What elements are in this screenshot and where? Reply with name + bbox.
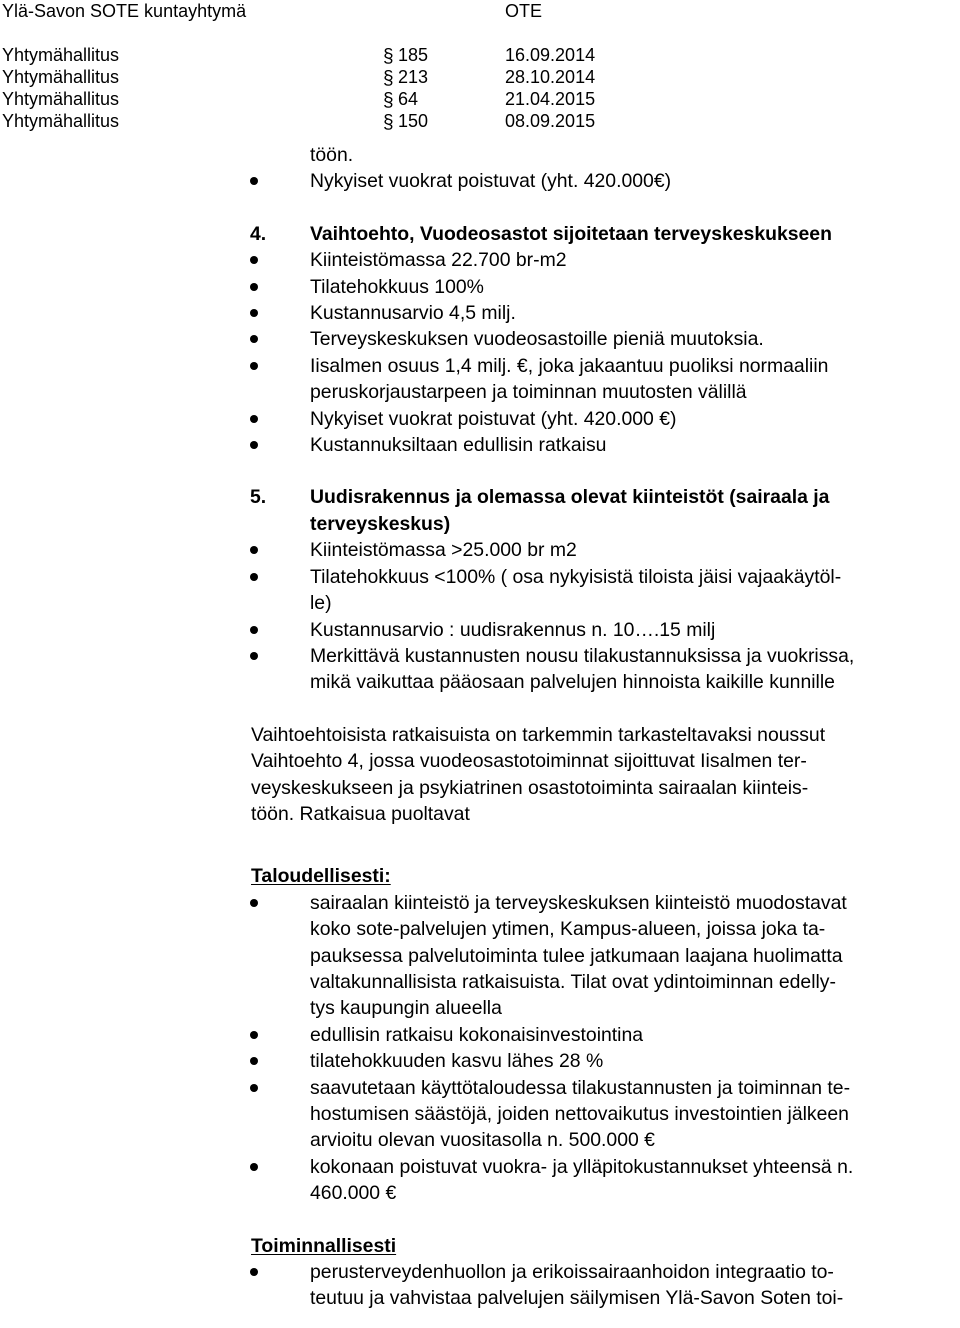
continuation-line: töön. <box>310 144 354 166</box>
list-item: Nykyiset vuokrat poistuvat (yht. 420.000€) <box>0 168 960 194</box>
option-number: 4. <box>250 222 267 245</box>
list-item: Terveyskeskuksen vuodeosastoille pieniä muutoksia. <box>0 326 960 352</box>
meeting-row <box>0 66 700 88</box>
list-item: Tilatehokkuus <100% ( osa nykyisistä tiloista jäisi vajaakäytöl- <box>0 564 960 590</box>
list-item: perusterveydenhuollon ja erikoissairaanhoidon integraatio to- <box>0 1259 960 1285</box>
meeting-body: Yhtymähallitus <box>2 89 120 109</box>
option-4-heading <box>0 221 960 247</box>
option-number: 5. <box>250 486 267 509</box>
list-item-continuation: pauksessa palvelutoiminta tulee jatkumaan laajana huolimatta <box>310 944 843 967</box>
summary-line: töön. Ratkaisua puoltavat <box>251 802 470 825</box>
list-item-continuation: 460.000 € <box>310 1182 397 1205</box>
list-item-continuation: hostumisen säästöjä, joiden nettovaikutus investointien jälkeen <box>310 1103 849 1125</box>
list-item-continuation: teutuu ja vahvistaa palvelujen säilymisen Ylä-Savon Soten toi- <box>310 1287 844 1310</box>
list-item-continuation: tys kaupungin alueella <box>310 997 502 1020</box>
list-item: Iisalmen osuus 1,4 milj. €, joka jakaantuu puoliksi normaaliin <box>0 353 960 379</box>
meeting-body: Yhtymähallitus <box>2 67 120 87</box>
list-item: Tilatehokkuus 100% <box>0 274 960 300</box>
meeting-row <box>0 88 700 110</box>
meeting-body: Yhtymähallitus <box>2 45 120 65</box>
list-item: Kustannuksiltaan edullisin ratkaisu <box>0 432 960 458</box>
meeting-date: 16.09.2014 <box>505 45 596 65</box>
list-item: Kiinteistömassa >25.000 br m2 <box>0 537 960 563</box>
section-number: 150 <box>398 111 429 131</box>
list-item: Kustannusarvio 4,5 milj. <box>0 300 960 326</box>
list-item: tilatehokkuuden kasvu lähes 28 % <box>0 1048 960 1074</box>
list-item: saavutetaan käyttötaloudessa tilakustannusten ja toiminnan te- <box>0 1075 960 1101</box>
economic-heading: Taloudellisesti: <box>251 865 391 888</box>
meeting-date: 21.04.2015 <box>505 89 596 109</box>
list-item: kokonaan poistuvat vuokra- ja ylläpitokustannukset yhteensä n. <box>0 1154 960 1180</box>
section-sign: § <box>383 90 394 111</box>
list-item: edullisin ratkaisu kokonaisinvestointina <box>0 1022 960 1048</box>
section-sign: § <box>383 112 394 133</box>
list-item: Kiinteistömassa 22.700 br-m2 <box>0 247 960 273</box>
operational-heading: Toiminnallisesti <box>251 1234 397 1257</box>
summary-line: veyskeskukseen ja psykiatrinen osastotoiminta sairaalan kiinteis- <box>251 776 809 799</box>
option-5-heading-continuation: terveyskeskus) <box>310 512 451 535</box>
section-sign: § <box>383 46 394 67</box>
organization-name: Ylä-Savon SOTE kuntayhtymä <box>2 1 247 21</box>
meeting-body: Yhtymähallitus <box>2 111 120 131</box>
section-number: 213 <box>398 67 429 87</box>
option-title: Vaihtoehto, Vuodeosastot sijoitetaan terveyskeskukseen <box>310 222 832 245</box>
list-item: Merkittävä kustannusten nousu tilakustannuksissa ja vuokrissa, <box>0 643 960 669</box>
list-item: Kustannusarvio : uudisrakennus n. 10….15 milj <box>0 617 960 643</box>
list-item-continuation: le) <box>310 592 332 615</box>
meeting-date: 08.09.2015 <box>505 111 596 131</box>
section-sign: § <box>383 68 394 89</box>
option-title: Uudisrakennus ja olemassa olevat kiinteistöt (sairaala ja <box>310 486 830 509</box>
list-item-continuation: peruskorjaustarpeen ja toiminnan muutosten välillä <box>310 381 747 404</box>
list-item: sairaalan kiinteistö ja terveyskeskuksen kiinteistö muodostavat <box>0 890 960 916</box>
list-item-continuation: valtakunnallisista ratkaisuista. Tilat ovat ydintoiminnan edelly- <box>310 970 836 993</box>
document-type: OTE <box>505 1 543 21</box>
list-item-continuation: arvioitu olevan vuositasolla n. 500.000 € <box>310 1129 655 1152</box>
option-5-heading <box>0 484 960 510</box>
summary-line: Vaihtoehto 4, jossa vuodeosastotoiminnat sijoittuvat Iisalmen ter- <box>251 750 807 773</box>
section-number: 185 <box>398 45 429 65</box>
meeting-date: 28.10.2014 <box>505 67 596 87</box>
section-number: 64 <box>398 89 419 109</box>
list-item-continuation: mikä vaikuttaa pääosaan palvelujen hinnoista kaikille kunnille <box>310 671 835 694</box>
document-body <box>0 142 960 1312</box>
summary-line: Vaihtoehtoisista ratkaisuista on tarkemmin tarkasteltavaksi noussut <box>251 723 826 746</box>
meeting-row <box>0 44 700 66</box>
meeting-row <box>0 110 700 132</box>
list-item: Nykyiset vuokrat poistuvat (yht. 420.000 €) <box>0 406 960 432</box>
list-item-continuation: koko sote-palvelujen ytimen, Kampus-alueen, joissa joka ta- <box>310 918 826 941</box>
